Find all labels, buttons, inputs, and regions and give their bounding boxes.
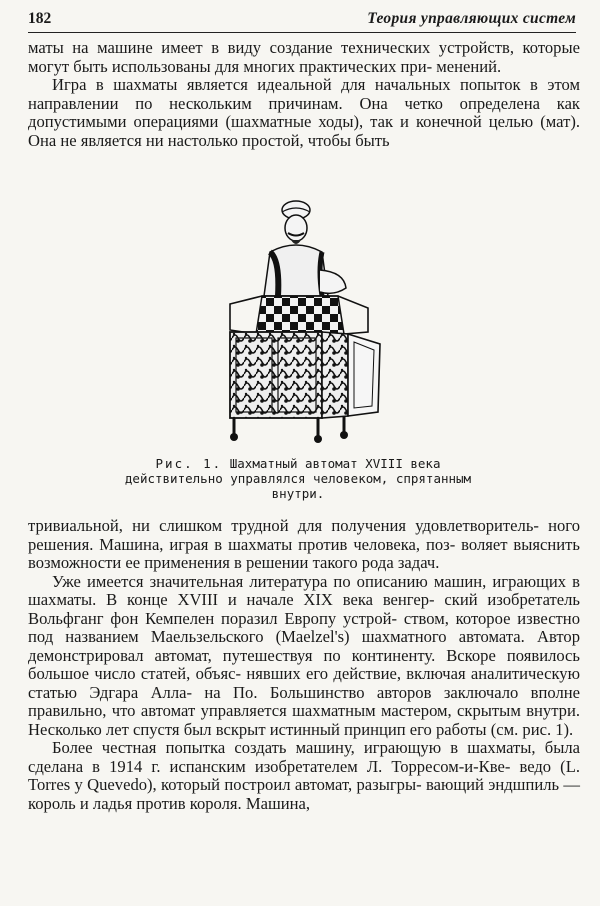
paragraph: Игра в шахматы является идеальной для начальных попыток в этом направлении по нескольким причинам. Она четко определена как допустимыми операциями (шахматные ходы), так и конечной целью (мат). Она не является ни настолько простой, чтобы быть <box>28 75 580 150</box>
paragraph: Более честная попытка создать машину, играющую в шахматы, была сделана в 1914 г. испанским изобретателем Л. Торресом-и-Кве- ведо (L. Torres y Quevedo), который построил автомат, разыгры- вающий эндшпиль — король и ладья против короля. Машина, <box>28 738 580 813</box>
chess-automaton-illustration <box>208 200 393 450</box>
body-text-top <box>28 39 580 150</box>
body-text-bottom <box>28 517 580 813</box>
page-number: 182 <box>28 10 52 27</box>
figure-caption-text: Шахматный автомат XVIII века действительно управлялся человеком, спрятанным внутри. <box>124 456 472 501</box>
running-title: Теория управляющих систем <box>367 10 576 27</box>
paragraph: тривиальной, ни слишком трудной для получения удовлетворитель- ного решения. Машина, играя в шахматы против человека, поз- воляет выяснить возможности ее применения в решении такого рода задач. <box>28 516 580 572</box>
figure-label: Рис. 1. <box>155 456 223 471</box>
chess-board <box>256 296 344 334</box>
cabinet-front <box>230 332 322 418</box>
paragraph: Уже имеется значительная литература по описанию машин, играющих в шахматы. В конце XVIII и начале XIX века венгер- ский изобретатель Вольфганг фон Кемпелен поразил Европу устрой- ством, которое известно под названием Маельзельского (Maelzel's) шахматного автомата. Автор демонстрировал автомат, путешествуя по континенту. Вскоре появилось большое число статей, объяс- нявших его действие, включая аналитическую статью Эдгара Алла- на По. Большинство авторов заключало вполне правильно, что автомат управляется шахматным мастером, скрытым внутри. Несколько лет спустя был вскрыт истинный принцип его работы (см. рис. 1). <box>28 571 580 739</box>
paragraph: маты на машине имеет в виду создание технических устройств, которые могут быть использованы для многих практических при- менений. <box>28 38 580 76</box>
figure-caption <box>120 456 476 501</box>
head <box>285 215 307 241</box>
page-header <box>28 8 576 33</box>
